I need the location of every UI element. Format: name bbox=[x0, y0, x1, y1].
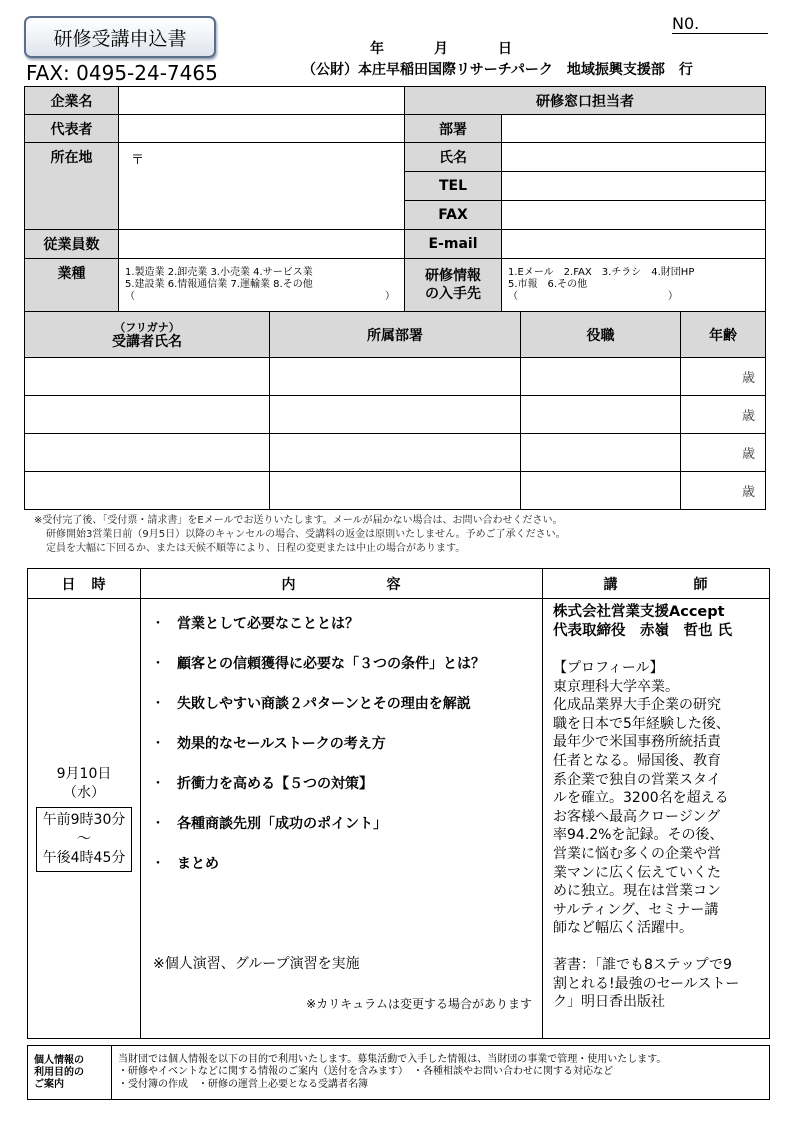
tel-label: TEL bbox=[405, 172, 502, 201]
participant-age-field[interactable] bbox=[681, 358, 766, 396]
bullet: ・ bbox=[151, 856, 165, 872]
notes bbox=[34, 514, 566, 556]
info-source-option-line: 1.Eメール 2.FAX 3.チラシ 4.財団HP bbox=[508, 267, 695, 278]
address-label: 所在地 bbox=[25, 143, 119, 230]
representative-field[interactable] bbox=[119, 115, 405, 143]
participant-dept-field[interactable] bbox=[270, 472, 521, 510]
curriculum-item bbox=[151, 813, 542, 833]
note-line: 定員を大幅に下回るか、または天候不順等により、日程の変更または中止の場合があります。 bbox=[46, 543, 466, 554]
dept-header: 所属部署 bbox=[270, 312, 521, 358]
profile-line: サルティング、セミナー講 bbox=[553, 901, 719, 918]
application-date[interactable] bbox=[370, 38, 512, 58]
curriculum-item-text: 顧客との信頼獲得に必要な「３つの条件」とは？ bbox=[177, 656, 485, 672]
info-source-label-line: の入手先 bbox=[425, 286, 481, 302]
curriculum-item-text: 効果的なセールストークの考え方 bbox=[177, 736, 386, 752]
schedule-date bbox=[28, 599, 141, 1039]
participant-dept-field[interactable] bbox=[270, 434, 521, 472]
participant-name-header bbox=[25, 312, 270, 358]
department-label: 部署 bbox=[405, 115, 502, 143]
privacy-line: ・研修やイベントなどに関する情報のご案内（送付を含みます） ・各種相談やお問い合わせに関する対応など bbox=[118, 1066, 613, 1078]
table-row bbox=[25, 434, 766, 472]
form-number[interactable]: N0. bbox=[672, 14, 768, 34]
profile-line: お客様へ最高クロージング bbox=[553, 808, 721, 825]
table-row bbox=[25, 358, 766, 396]
industry-options[interactable] bbox=[119, 259, 405, 312]
position-header: 役職 bbox=[521, 312, 681, 358]
curriculum-item-text: まとめ bbox=[177, 856, 219, 872]
privacy-line: ・受付簿の作成 ・研修の運営上必要となる受講者名簿 bbox=[118, 1078, 368, 1090]
content-header: 内 容 bbox=[141, 569, 543, 599]
day-label: 日 bbox=[498, 41, 512, 57]
curriculum-item-text: 営業として必要なこととは？ bbox=[177, 616, 359, 632]
participant-position-field[interactable] bbox=[521, 358, 681, 396]
privacy-table bbox=[27, 1045, 770, 1100]
lecturer-company: 株式会社営業支援Accept bbox=[553, 604, 725, 620]
book-line: 著書：「誰でも8ステップで9 bbox=[553, 956, 732, 973]
curriculum-item bbox=[151, 773, 542, 793]
info-source-label bbox=[405, 259, 502, 312]
note-line: 研修開始3営業日前（9月5日）以降のキャンセルの場合、受講料の返金は原則いたしません。予めご了承ください。 bbox=[46, 529, 566, 540]
book-line: 割とれる!最強のセールストー bbox=[553, 975, 740, 992]
note-line: ※受付完了後、「受付票・請求書」をEメールでお送りいたします。メールが届かない場合は、お問い合わせください。 bbox=[34, 515, 563, 526]
profile-title: 【プロフィール】 bbox=[553, 660, 664, 676]
employees-label: 従業員数 bbox=[25, 230, 119, 259]
info-source-label-line: 研修情報 bbox=[425, 268, 481, 284]
bullet: ・ bbox=[151, 656, 165, 672]
email-label: E-mail bbox=[405, 230, 502, 259]
time-end: 午後4時45分 bbox=[42, 850, 126, 866]
participant-name-field[interactable] bbox=[25, 434, 270, 472]
lecturer-info bbox=[543, 599, 770, 1039]
industry-label: 業種 bbox=[25, 259, 119, 312]
profile-line: 業マンに広く伝えていくた bbox=[553, 864, 721, 881]
date-header: 日 時 bbox=[28, 569, 141, 599]
privacy-label bbox=[28, 1046, 112, 1100]
industry-option-line: 1.製造業 2.卸売業 3.小売業 4.サービス業 bbox=[125, 267, 313, 278]
schedule-table bbox=[27, 568, 770, 1039]
lecturer-name: 代表取締役 赤嶺 哲也 氏 bbox=[553, 623, 733, 639]
participant-age-field[interactable] bbox=[681, 396, 766, 434]
profile-line: 最年少で米国事務所統括責 bbox=[553, 734, 721, 751]
profile-line: 任者となる。帰国後、教育 bbox=[553, 752, 721, 769]
bullet: ・ bbox=[151, 736, 165, 752]
participants-table bbox=[24, 311, 766, 510]
curriculum-item bbox=[151, 693, 542, 713]
employees-field[interactable] bbox=[119, 230, 405, 259]
privacy-label-line: ご案内 bbox=[34, 1078, 64, 1090]
curriculum-item bbox=[151, 613, 542, 633]
curriculum-note: ※カリキュラムは変更する場合があります bbox=[306, 997, 532, 1011]
participant-name-field[interactable] bbox=[25, 358, 270, 396]
furigana-label: （フリガナ） bbox=[114, 320, 180, 334]
curriculum-item-text: 折衝力を高める【５つの対策】 bbox=[177, 776, 373, 792]
date-text: 9月10日 bbox=[56, 766, 112, 782]
privacy-text bbox=[112, 1046, 770, 1100]
curriculum-item-text: 失敗しやすい商談２パターンとその理由を解説 bbox=[177, 696, 471, 712]
company-form bbox=[24, 86, 766, 312]
info-source-option-line: 5.市報 6.その他 bbox=[508, 279, 588, 290]
table-row bbox=[25, 472, 766, 510]
curriculum-item bbox=[151, 733, 542, 753]
age-header: 年齢 bbox=[681, 312, 766, 358]
representative-label: 代表者 bbox=[25, 115, 119, 143]
profile-line: 系企業で独自の営業スタイ bbox=[553, 771, 721, 788]
profile-line: 師など幅広く活躍中。 bbox=[553, 920, 693, 937]
fax-number: FAX: 0495-24-7465 bbox=[26, 61, 218, 85]
industry-option-line: 5.建設業 6.情報通信業 7.運輸業 8.その他 bbox=[125, 279, 313, 290]
participant-name-field[interactable] bbox=[25, 396, 270, 434]
company-name-label: 企業名 bbox=[25, 87, 119, 115]
name-label: 氏名 bbox=[405, 143, 502, 172]
curriculum-item bbox=[151, 653, 542, 673]
participant-position-field[interactable] bbox=[521, 396, 681, 434]
participant-position-field[interactable] bbox=[521, 434, 681, 472]
book-line: ク」明日香出版社 bbox=[553, 994, 665, 1011]
privacy-label-line: 利用目的の bbox=[34, 1066, 84, 1078]
privacy-label-line: 個人情報の bbox=[34, 1054, 84, 1066]
tel-field[interactable] bbox=[502, 172, 766, 201]
privacy-line: 当財団では個人情報を以下の目的で利用いたします。募集活動で入手した情報は、当財団の事業で管理・使用いたします。 bbox=[118, 1053, 667, 1065]
participant-position-field[interactable] bbox=[521, 472, 681, 510]
address-field[interactable] bbox=[119, 143, 405, 230]
table-row bbox=[25, 396, 766, 434]
participant-dept-field[interactable] bbox=[270, 358, 521, 396]
profile-line: めに独立。現在は営業コン bbox=[553, 883, 721, 900]
bullet: ・ bbox=[151, 816, 165, 832]
lecturer-header: 講 師 bbox=[543, 569, 770, 599]
postal-mark: 〒 bbox=[131, 153, 145, 168]
info-source-options[interactable] bbox=[502, 259, 766, 312]
email-field[interactable] bbox=[502, 230, 766, 259]
contact-header: 研修窓口担当者 bbox=[405, 87, 766, 115]
age-unit: 歳 bbox=[741, 371, 755, 386]
company-name-field[interactable] bbox=[119, 87, 405, 115]
contact-name-field[interactable] bbox=[502, 143, 766, 172]
age-unit: 歳 bbox=[741, 485, 755, 500]
participant-dept-field[interactable] bbox=[270, 396, 521, 434]
industry-option-line: （ ） bbox=[125, 291, 395, 302]
profile-line: 率94.2%を記録。その後、 bbox=[553, 827, 724, 844]
time-separator: ～ bbox=[76, 831, 91, 847]
exercise-note: ※個人演習、グループ演習を実施 bbox=[153, 956, 360, 972]
participant-age-field[interactable] bbox=[681, 472, 766, 510]
time-range bbox=[36, 807, 133, 872]
bullet: ・ bbox=[151, 616, 165, 632]
weekday-text: （水） bbox=[63, 785, 105, 801]
bullet: ・ bbox=[151, 696, 165, 712]
curriculum-item-text: 各種商談先別「成功のポイント」 bbox=[177, 816, 387, 832]
participant-name-label: 受講者氏名 bbox=[112, 333, 182, 350]
form-title: 研修受講申込書 bbox=[24, 16, 216, 58]
curriculum bbox=[141, 599, 543, 1039]
fax-label: FAX bbox=[405, 201, 502, 230]
month-label: 月 bbox=[434, 41, 448, 57]
profile-line: 職を日本で5年経験した後、 bbox=[553, 715, 730, 732]
age-unit: 歳 bbox=[741, 447, 755, 462]
participant-name-field[interactable] bbox=[25, 472, 270, 510]
profile-line: 営業に悩む多くの企業や営 bbox=[553, 845, 721, 862]
year-label: 年 bbox=[370, 41, 384, 57]
participant-age-field[interactable] bbox=[681, 434, 766, 472]
destination: （公財）本庄早稲田国際リサーチパーク 地域振興支援部 行 bbox=[302, 62, 693, 78]
profile-line: 化成品業界大手企業の研究 bbox=[553, 697, 721, 714]
department-field[interactable] bbox=[502, 115, 766, 143]
fax-field[interactable] bbox=[502, 201, 766, 230]
curriculum-item bbox=[151, 853, 542, 873]
profile-line: ルを確立。3200名を超える bbox=[553, 790, 729, 807]
time-start: 午前9時30分 bbox=[42, 812, 126, 828]
age-unit: 歳 bbox=[741, 409, 755, 424]
info-source-option-line: （ ） bbox=[508, 291, 678, 302]
bullet: ・ bbox=[151, 776, 165, 792]
profile-line: 東京理科大学卒業。 bbox=[553, 678, 679, 695]
